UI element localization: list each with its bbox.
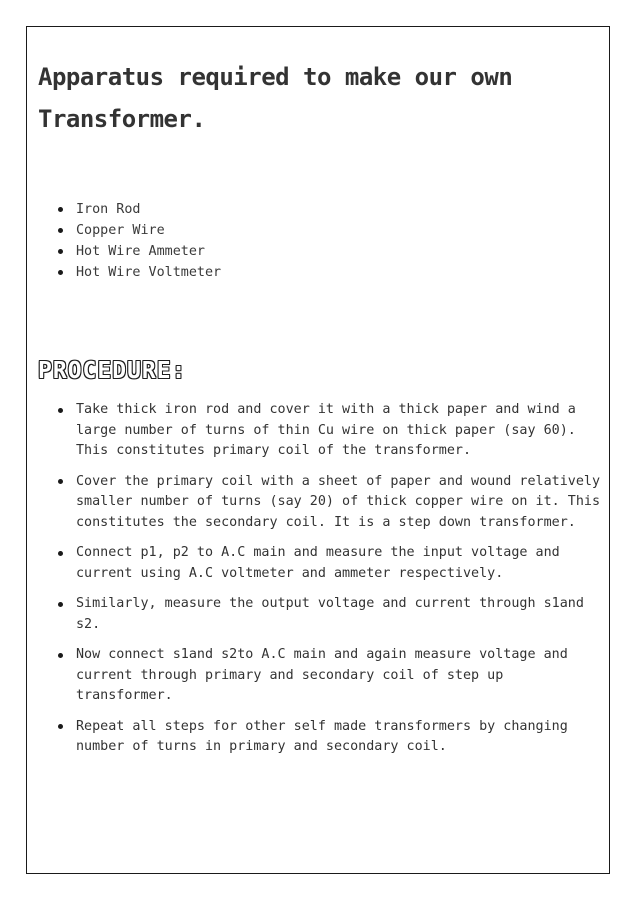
- list-item: [58, 262, 221, 283]
- procedure-step-text: Now connect s1and s2to A.C main and again measure voltage and current through primary and secondary coil of step up transformer.: [76, 647, 568, 703]
- procedure-step: [58, 543, 603, 584]
- apparatus-item-label: Copper Wire: [76, 223, 165, 238]
- procedure-step: [58, 645, 603, 707]
- apparatus-item-label: Iron Rod: [76, 202, 141, 217]
- procedure-step-text: Take thick iron rod and cover it with a thick paper and wind a large number of turns of thin Cu wire on thick paper (say 60). This constitutes primary coil of the transformer.: [76, 402, 576, 458]
- bullet-icon: [58, 653, 63, 658]
- apparatus-item-label: Hot Wire Ammeter: [76, 244, 205, 259]
- apparatus-list: [58, 199, 221, 283]
- list-item: [58, 199, 221, 220]
- procedure-step: [58, 400, 603, 462]
- bullet-icon: [58, 551, 63, 556]
- bullet-icon: [58, 207, 63, 212]
- bullet-icon: [58, 249, 63, 254]
- bullet-icon: [58, 228, 63, 233]
- procedure-step-text: Similarly, measure the output voltage and current through s1and s2.: [76, 596, 584, 632]
- bullet-icon: [58, 724, 63, 729]
- procedure-heading: PROCEDURE:: [38, 358, 187, 384]
- procedure-step-text: Cover the primary coil with a sheet of paper and wound relatively smaller number of turns (say 20) of thick copper wire on it. This constitutes the secondary coil. It is a step down transformer.: [76, 473, 601, 530]
- list-item: [58, 220, 221, 241]
- procedure-step: [58, 472, 603, 534]
- procedure-step-text: Repeat all steps for other self made transformers by changing number of turns in primary and secondary coil.: [76, 718, 568, 754]
- bullet-icon: [58, 270, 63, 275]
- page-title: Apparatus required to make our own Transformer.: [38, 63, 513, 133]
- procedure-step-text: Connect p1, p2 to A.C main and measure the input voltage and current using A.C voltmeter and ammeter respectively.: [76, 545, 560, 581]
- bullet-icon: [58, 479, 63, 484]
- procedure-list: [58, 400, 603, 768]
- procedure-step: [58, 717, 603, 758]
- apparatus-item-label: Hot Wire Voltmeter: [76, 265, 222, 280]
- bullet-icon: [58, 602, 63, 607]
- procedure-step: [58, 594, 603, 635]
- list-item: [58, 241, 221, 262]
- bullet-icon: [58, 408, 63, 413]
